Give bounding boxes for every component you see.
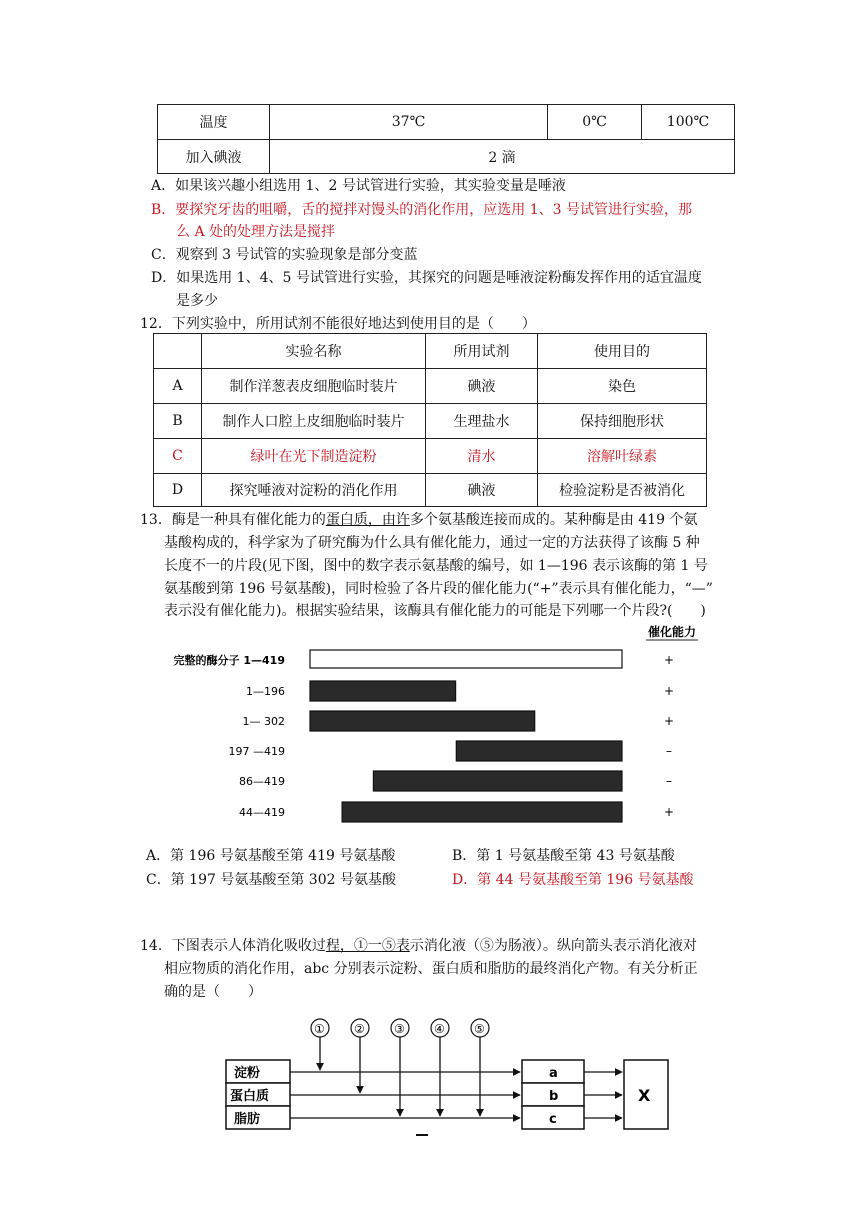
q14-text: 14．下图表示人体消化吸收过 (140, 938, 326, 954)
fragment-label: 44—419 (239, 806, 285, 819)
table-cell: 溶解叶绿素 (538, 439, 707, 474)
table-cell: 37℃ (270, 105, 548, 140)
juice-label: ④ (434, 1022, 445, 1036)
fragment-bar (456, 741, 622, 761)
fragment-label: 1— 302 (242, 715, 285, 728)
table-cell: 碘液 (426, 474, 538, 507)
q14-line-1 (140, 936, 697, 956)
nutrient-label: 淀粉 (234, 1066, 261, 1081)
table-cell: 探究唾液对淀粉的消化作用 (202, 474, 426, 507)
table-cell: 检验淀粉是否被消化 (538, 474, 707, 507)
q12-table (153, 333, 707, 507)
table-header: 实验名称 (202, 334, 426, 369)
q11-option-b-cont: 么 A 处的处理方法是搅拌 (176, 224, 336, 240)
q11-option-d: D．如果选用 1、4、5 号试管进行实验，其探究的问题是唾液淀粉酶发挥作用的适宜温度 (151, 270, 702, 286)
q13-line-3: 长度不一的片段(见下图，图中的数字表示氨基酸的编号，如 1—196 表示该酶的第 1 号 (164, 558, 708, 574)
nutrient-label: 蛋白质 (230, 1089, 270, 1104)
table-cell: 绿叶在光下制造淀粉 (202, 439, 426, 474)
table-cell: 加入碘液 (158, 140, 270, 174)
fragment-bar (342, 802, 622, 822)
q13-option-a: A．第 196 号氨基酸至第 419 号氨基酸 (146, 848, 396, 864)
q13-line-4: 氨基酸到第 196 号氨基酸)，同时检验了各片段的催化能力(“+”表示具有催化能力，“—” (164, 581, 713, 597)
fragment-result: – (666, 774, 672, 788)
table-cell: B (154, 404, 202, 439)
fragment-chart (150, 618, 710, 833)
q11-option-b: B．要探究牙齿的咀嚼，舌的搅拌对馒头的消化作用，应选用 1、3 号试管进行实验，那 (151, 202, 693, 218)
table-cell: 100℃ (642, 105, 735, 140)
fragment-result: + (663, 805, 675, 819)
fragment-result: + (663, 684, 675, 698)
fragment-result: – (666, 744, 672, 758)
table-cell: A (154, 369, 202, 404)
table-cell: 碘液 (426, 369, 538, 404)
q13-line-2: 基酸构成的，科学家为了研究酶为什么具有催化能力，通过一定的方法获得了该酶 5 种 (164, 535, 700, 551)
q13-option-c: C．第 197 号氨基酸至第 302 号氨基酸 (146, 872, 396, 888)
fragment-bar (310, 650, 622, 668)
q14-line-2: 相应物质的消化作用，abc 分别表示淀粉、蛋白质和脂肪的最终消化产物。有关分析正 (164, 961, 698, 977)
q11-option-c: C．观察到 3 号试管的实验现象是部分变蓝 (151, 247, 418, 263)
table-cell: 保持细胞形状 (538, 404, 707, 439)
table-cell: 染色 (538, 369, 707, 404)
table-header (154, 334, 202, 369)
table-header: 使用目的 (538, 334, 707, 369)
experiment-table (157, 104, 735, 174)
product-label: a (549, 1066, 558, 1081)
fragment-bar (310, 711, 535, 731)
q14-line-3: 确的是（ ） (164, 984, 262, 1000)
product-label: c (549, 1112, 557, 1127)
digestion-diagram (220, 1016, 680, 1140)
fragment-bar (310, 681, 456, 701)
q13-option-b: B．第 1 号氨基酸至第 43 号氨基酸 (452, 848, 675, 864)
q13-underlined: 蛋白质，由许 (325, 512, 410, 528)
table-cell: C (154, 439, 202, 474)
q14-text: 示消化液（⑤为肠液）。纵向箭头表示消化液对 (409, 938, 697, 954)
q14-underlined: 程，①一⑤表 (325, 938, 410, 954)
table-cell: 0℃ (548, 105, 642, 140)
fragment-result: + (663, 714, 675, 728)
table-cell: 温度 (158, 105, 270, 140)
nutrient-label: 脂肪 (234, 1112, 261, 1127)
table-cell: 生理盐水 (426, 404, 538, 439)
fragment-label: 197 —419 (228, 745, 285, 758)
product-label: b (549, 1089, 559, 1104)
juice-label: ① (314, 1022, 325, 1036)
chart-header: 催化能力 (648, 625, 697, 639)
q11-option-d-cont: 是多少 (176, 293, 218, 309)
q11-option-a: A．如果该兴趣小组选用 1、2 号试管进行实验，其实验变量是唾液 (151, 178, 566, 194)
fragment-result: + (663, 653, 675, 667)
fragment-bar (373, 771, 622, 791)
table-cell: 2 滴 (270, 140, 735, 174)
table-cell: 制作洋葱表皮细胞临时装片 (202, 369, 426, 404)
fragment-label: 1—196 (246, 685, 285, 698)
juice-label: ③ (394, 1022, 405, 1036)
q13-option-d: D．第 44 号氨基酸至第 196 号氨基酸 (452, 872, 694, 888)
fragment-label: 完整的酶分子 1—419 (173, 654, 285, 667)
juice-label: ② (354, 1022, 365, 1036)
table-cell: 清水 (426, 439, 538, 474)
q13-line-1 (140, 510, 697, 530)
q13-text: 多个氨基酸连接而成的。某种酶是由 419 个氨 (409, 512, 698, 528)
final-label: X (638, 1086, 651, 1105)
table-cell: D (154, 474, 202, 507)
table-header: 所用试剂 (426, 334, 538, 369)
q12-stem: 12．下列实验中，所用试剂不能很好地达到使用目的是（ ） (140, 316, 536, 332)
table-cell: 制作人口腔上皮细胞临时装片 (202, 404, 426, 439)
fragment-label: 86—419 (239, 775, 285, 788)
q13-line-5: 表示没有催化能力)。根据实验结果，该酶具有催化能力的可能是下列哪一个片段?( ) (164, 603, 706, 619)
q13-text: 13．酶是一种具有催化能力的 (140, 512, 326, 528)
juice-label: ⑤ (474, 1022, 485, 1036)
